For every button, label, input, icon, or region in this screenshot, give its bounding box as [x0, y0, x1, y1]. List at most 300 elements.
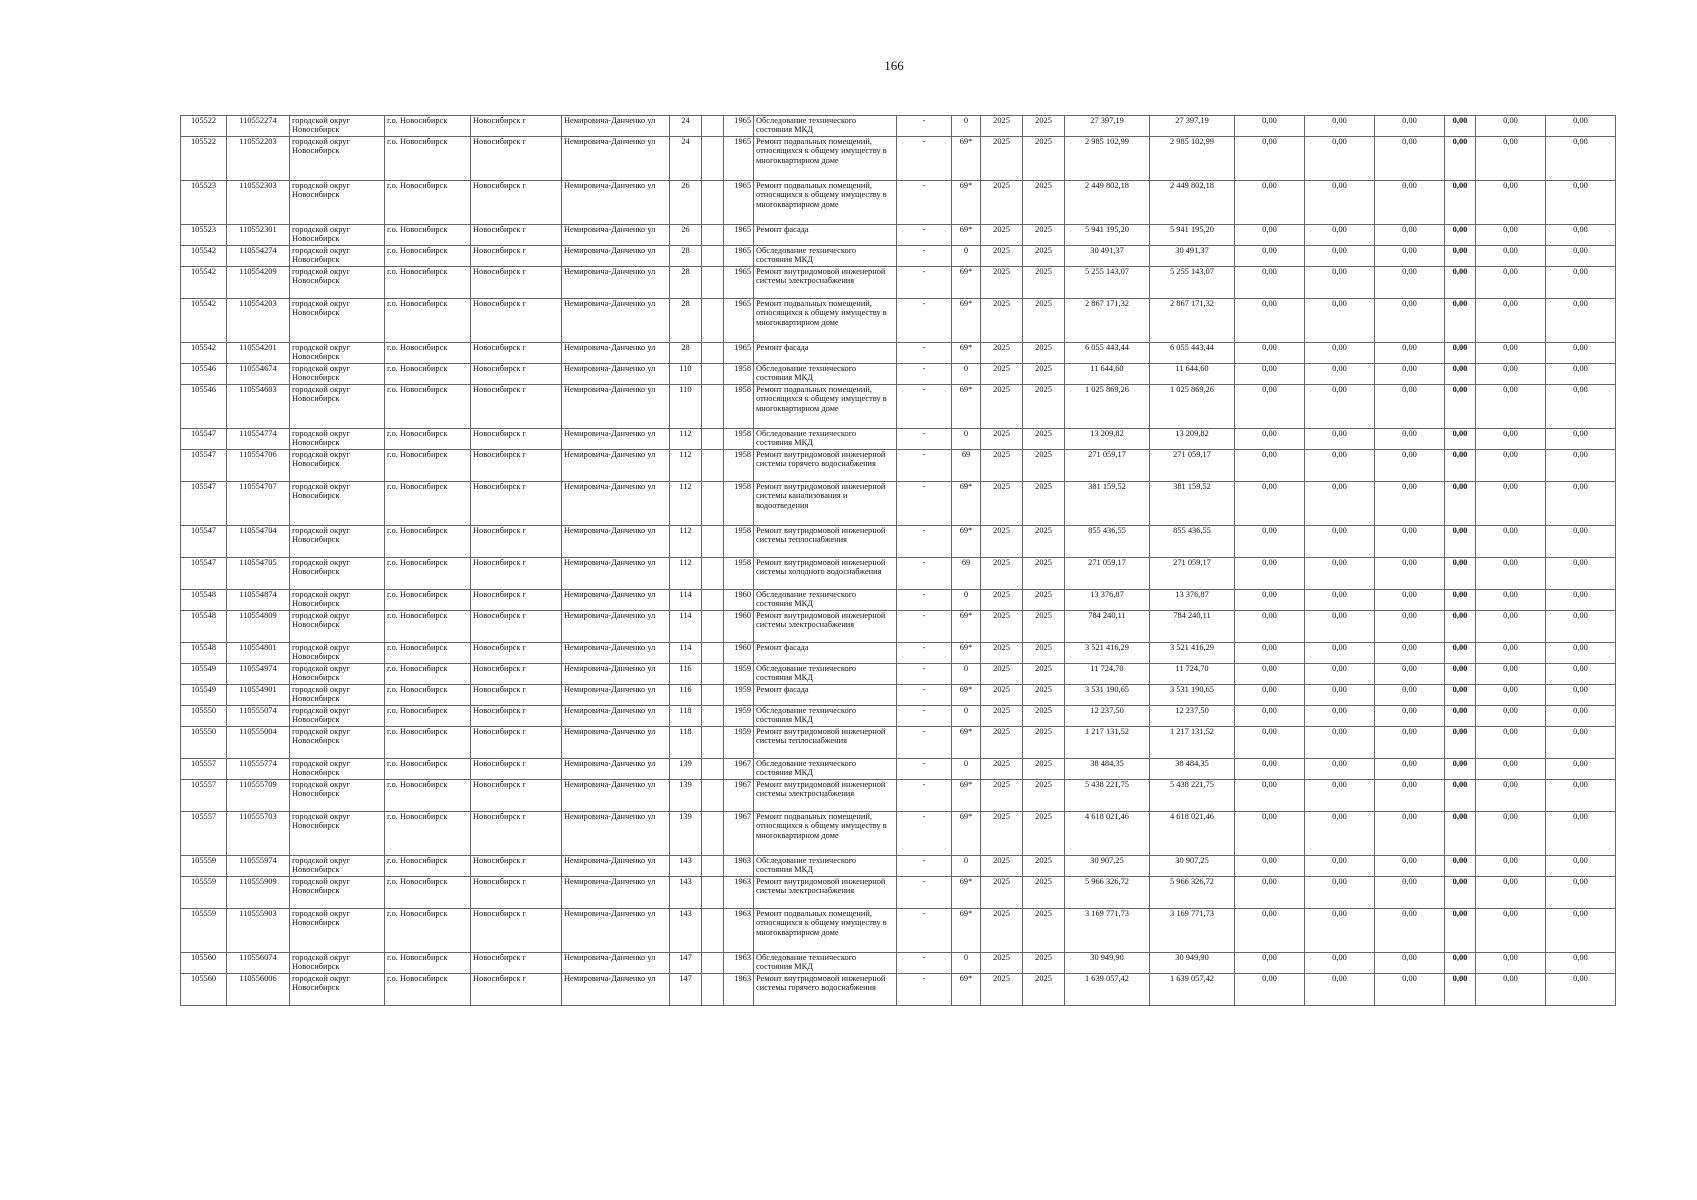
- cell-city: Новосибирск г: [471, 246, 562, 267]
- cell-c3: 0,00: [1375, 116, 1445, 137]
- table-row: [181, 450, 1616, 482]
- cell-c3: 0,00: [1375, 429, 1445, 450]
- cell-work: Обследование технического состояния МКД: [754, 759, 897, 780]
- cell-okrug: городской округ Новосибирск: [290, 643, 385, 664]
- cell-plan_start: 2025: [981, 685, 1023, 706]
- cell-c1: 0,00: [1235, 664, 1305, 685]
- cell-c5: 0,00: [1476, 526, 1546, 558]
- cell-plan_start: 2025: [981, 450, 1023, 482]
- cell-work: Ремонт внутридомовой инженерной системы электроснабжения: [754, 267, 897, 299]
- cell-dash: -: [897, 225, 952, 246]
- cell-c4: 0,00: [1445, 685, 1476, 706]
- cell-lit: [702, 558, 724, 590]
- cell-okrug: городской округ Новосибирск: [290, 482, 385, 526]
- cell-year: 1960: [724, 643, 754, 664]
- cell-id: 105547: [181, 429, 227, 450]
- cell-c5: 0,00: [1476, 812, 1546, 856]
- cell-fund: 1 217 131,52: [1150, 727, 1235, 759]
- cell-house: 112: [670, 429, 702, 450]
- cell-c3: 0,00: [1375, 664, 1445, 685]
- cell-norm: 69*: [952, 974, 981, 1006]
- cell-norm: 69*: [952, 299, 981, 343]
- cell-house: 110: [670, 364, 702, 385]
- cell-okrug: городской округ Новосибирск: [290, 611, 385, 643]
- cell-fund: 12 237,50: [1150, 706, 1235, 727]
- table-row: [181, 225, 1616, 246]
- cell-id: 105547: [181, 558, 227, 590]
- cell-city: Новосибирск г: [471, 558, 562, 590]
- cell-fund: 27 397,19: [1150, 116, 1235, 137]
- cell-house: 112: [670, 526, 702, 558]
- cell-norm: 69*: [952, 643, 981, 664]
- cell-id: 105548: [181, 643, 227, 664]
- cell-c4: 0,00: [1445, 643, 1476, 664]
- cell-c2: 0,00: [1305, 364, 1375, 385]
- cell-plan_start: 2025: [981, 643, 1023, 664]
- cell-code: 110554774: [227, 429, 290, 450]
- cell-go: г.о. Новосибирск: [385, 246, 471, 267]
- cell-city: Новосибирск г: [471, 611, 562, 643]
- cell-plan_start: 2025: [981, 664, 1023, 685]
- cell-dash: -: [897, 137, 952, 181]
- cell-go: г.о. Новосибирск: [385, 877, 471, 909]
- cell-street: Немировича-Данченко ул: [562, 385, 670, 429]
- cell-street: Немировича-Данченко ул: [562, 246, 670, 267]
- cell-street: Немировича-Данченко ул: [562, 909, 670, 953]
- cell-c5: 0,00: [1476, 590, 1546, 611]
- cell-c6: 0,00: [1546, 181, 1616, 225]
- cell-c5: 0,00: [1476, 664, 1546, 685]
- cell-dash: -: [897, 558, 952, 590]
- cell-work: Ремонт подвальных помещений, относящихся к общему имуществу в многоквартирном доме: [754, 299, 897, 343]
- cell-go: г.о. Новосибирск: [385, 225, 471, 246]
- cell-house: 114: [670, 643, 702, 664]
- cell-lit: [702, 450, 724, 482]
- cell-work: Ремонт подвальных помещений, относящихся к общему имуществу в многоквартирном доме: [754, 812, 897, 856]
- cell-code: 110554209: [227, 267, 290, 299]
- cell-c5: 0,00: [1476, 267, 1546, 299]
- cell-house: 24: [670, 137, 702, 181]
- cell-work: Ремонт подвальных помещений, относящихся к общему имуществу в многоквартирном доме: [754, 385, 897, 429]
- cell-norm: 0: [952, 664, 981, 685]
- cell-street: Немировича-Данченко ул: [562, 706, 670, 727]
- cell-city: Новосибирск г: [471, 116, 562, 137]
- cell-norm: 0: [952, 246, 981, 267]
- cell-plan_start: 2025: [981, 706, 1023, 727]
- cell-code: 110554874: [227, 590, 290, 611]
- cell-go: г.о. Новосибирск: [385, 429, 471, 450]
- table-row: [181, 558, 1616, 590]
- cell-c4: 0,00: [1445, 267, 1476, 299]
- cell-c1: 0,00: [1235, 590, 1305, 611]
- cell-year: 1958: [724, 558, 754, 590]
- cell-okrug: городской округ Новосибирск: [290, 727, 385, 759]
- cell-house: 28: [670, 343, 702, 364]
- cell-code: 110554706: [227, 450, 290, 482]
- cell-okrug: городской округ Новосибирск: [290, 953, 385, 974]
- cell-c6: 0,00: [1546, 856, 1616, 877]
- cell-c4: 0,00: [1445, 181, 1476, 225]
- cell-id: 105547: [181, 482, 227, 526]
- cell-work: Ремонт фасада: [754, 225, 897, 246]
- cell-plan_start: 2025: [981, 343, 1023, 364]
- cell-code: 110554704: [227, 526, 290, 558]
- capital-repair-table: [180, 115, 1616, 1006]
- cell-c4: 0,00: [1445, 664, 1476, 685]
- cell-total: 27 397,19: [1065, 116, 1150, 137]
- table-row: [181, 364, 1616, 385]
- cell-c1: 0,00: [1235, 780, 1305, 812]
- cell-total: 784 240,11: [1065, 611, 1150, 643]
- cell-id: 105550: [181, 727, 227, 759]
- cell-c6: 0,00: [1546, 225, 1616, 246]
- cell-lit: [702, 643, 724, 664]
- cell-c5: 0,00: [1476, 181, 1546, 225]
- cell-dash: -: [897, 450, 952, 482]
- cell-house: 28: [670, 246, 702, 267]
- cell-code: 110554809: [227, 611, 290, 643]
- cell-street: Немировича-Данченко ул: [562, 450, 670, 482]
- cell-year: 1958: [724, 364, 754, 385]
- cell-year: 1963: [724, 974, 754, 1006]
- cell-c6: 0,00: [1546, 364, 1616, 385]
- cell-c4: 0,00: [1445, 974, 1476, 1006]
- cell-plan_end: 2025: [1023, 856, 1065, 877]
- cell-total: 5 438 221,75: [1065, 780, 1150, 812]
- cell-c1: 0,00: [1235, 877, 1305, 909]
- cell-code: 110554707: [227, 482, 290, 526]
- cell-c4: 0,00: [1445, 450, 1476, 482]
- cell-plan_end: 2025: [1023, 429, 1065, 450]
- cell-house: 143: [670, 856, 702, 877]
- cell-year: 1965: [724, 116, 754, 137]
- cell-plan_start: 2025: [981, 299, 1023, 343]
- cell-dash: -: [897, 759, 952, 780]
- cell-work: Обследование технического состояния МКД: [754, 116, 897, 137]
- cell-norm: 69*: [952, 877, 981, 909]
- cell-plan_end: 2025: [1023, 116, 1065, 137]
- cell-c3: 0,00: [1375, 137, 1445, 181]
- cell-city: Новосибирск г: [471, 643, 562, 664]
- cell-plan_end: 2025: [1023, 909, 1065, 953]
- cell-dash: -: [897, 526, 952, 558]
- cell-c4: 0,00: [1445, 706, 1476, 727]
- table-row: [181, 343, 1616, 364]
- cell-plan_end: 2025: [1023, 137, 1065, 181]
- cell-plan_start: 2025: [981, 482, 1023, 526]
- cell-id: 105557: [181, 759, 227, 780]
- cell-code: 110552274: [227, 116, 290, 137]
- cell-dash: -: [897, 299, 952, 343]
- cell-c3: 0,00: [1375, 685, 1445, 706]
- cell-c2: 0,00: [1305, 759, 1375, 780]
- cell-work: Обследование технического состояния МКД: [754, 590, 897, 611]
- cell-c4: 0,00: [1445, 429, 1476, 450]
- cell-code: 110554603: [227, 385, 290, 429]
- cell-okrug: городской округ Новосибирск: [290, 299, 385, 343]
- cell-lit: [702, 812, 724, 856]
- cell-plan_start: 2025: [981, 856, 1023, 877]
- cell-work: Обследование технического состояния МКД: [754, 856, 897, 877]
- cell-okrug: городской округ Новосибирск: [290, 974, 385, 1006]
- cell-lit: [702, 759, 724, 780]
- cell-code: 110552203: [227, 137, 290, 181]
- cell-c6: 0,00: [1546, 877, 1616, 909]
- cell-fund: 5 438 221,75: [1150, 780, 1235, 812]
- cell-dash: -: [897, 590, 952, 611]
- cell-go: г.о. Новосибирск: [385, 727, 471, 759]
- cell-c4: 0,00: [1445, 385, 1476, 429]
- cell-c6: 0,00: [1546, 909, 1616, 953]
- cell-fund: 11 644,60: [1150, 364, 1235, 385]
- cell-c3: 0,00: [1375, 611, 1445, 643]
- cell-c6: 0,00: [1546, 611, 1616, 643]
- cell-plan_start: 2025: [981, 429, 1023, 450]
- cell-go: г.о. Новосибирск: [385, 664, 471, 685]
- cell-okrug: городской округ Новосибирск: [290, 137, 385, 181]
- cell-fund: 3 169 771,73: [1150, 909, 1235, 953]
- cell-total: 271 059,17: [1065, 450, 1150, 482]
- cell-c3: 0,00: [1375, 225, 1445, 246]
- cell-plan_end: 2025: [1023, 450, 1065, 482]
- cell-total: 30 949,90: [1065, 953, 1150, 974]
- cell-year: 1965: [724, 299, 754, 343]
- cell-id: 105559: [181, 877, 227, 909]
- cell-c2: 0,00: [1305, 812, 1375, 856]
- cell-c3: 0,00: [1375, 974, 1445, 1006]
- cell-okrug: городской округ Новосибирск: [290, 558, 385, 590]
- table-row: [181, 137, 1616, 181]
- cell-c1: 0,00: [1235, 727, 1305, 759]
- cell-street: Немировича-Данченко ул: [562, 877, 670, 909]
- cell-okrug: городской округ Новосибирск: [290, 364, 385, 385]
- cell-city: Новосибирск г: [471, 706, 562, 727]
- cell-okrug: городской округ Новосибирск: [290, 812, 385, 856]
- cell-plan_start: 2025: [981, 267, 1023, 299]
- cell-norm: 0: [952, 590, 981, 611]
- cell-c5: 0,00: [1476, 780, 1546, 812]
- cell-total: 6 055 443,44: [1065, 343, 1150, 364]
- cell-plan_end: 2025: [1023, 246, 1065, 267]
- cell-lit: [702, 482, 724, 526]
- cell-okrug: городской округ Новосибирск: [290, 856, 385, 877]
- cell-id: 105542: [181, 299, 227, 343]
- cell-norm: 69*: [952, 685, 981, 706]
- cell-go: г.о. Новосибирск: [385, 299, 471, 343]
- cell-code: 110556074: [227, 953, 290, 974]
- cell-c4: 0,00: [1445, 364, 1476, 385]
- cell-city: Новосибирск г: [471, 856, 562, 877]
- cell-dash: -: [897, 364, 952, 385]
- cell-c5: 0,00: [1476, 727, 1546, 759]
- cell-c6: 0,00: [1546, 137, 1616, 181]
- cell-dash: -: [897, 611, 952, 643]
- cell-id: 105559: [181, 909, 227, 953]
- cell-plan_start: 2025: [981, 137, 1023, 181]
- cell-c4: 0,00: [1445, 225, 1476, 246]
- cell-street: Немировича-Данченко ул: [562, 953, 670, 974]
- cell-total: 13 209,82: [1065, 429, 1150, 450]
- cell-go: г.о. Новосибирск: [385, 137, 471, 181]
- cell-c2: 0,00: [1305, 429, 1375, 450]
- cell-street: Немировича-Данченко ул: [562, 343, 670, 364]
- cell-plan_start: 2025: [981, 558, 1023, 590]
- cell-lit: [702, 727, 724, 759]
- cell-c1: 0,00: [1235, 558, 1305, 590]
- cell-work: Ремонт фасада: [754, 343, 897, 364]
- cell-total: 381 159,52: [1065, 482, 1150, 526]
- cell-c1: 0,00: [1235, 137, 1305, 181]
- cell-id: 105523: [181, 181, 227, 225]
- cell-work: Ремонт внутридомовой инженерной системы холодного водоснабжения: [754, 558, 897, 590]
- cell-c4: 0,00: [1445, 558, 1476, 590]
- cell-id: 105559: [181, 856, 227, 877]
- cell-street: Немировича-Данченко ул: [562, 974, 670, 1006]
- cell-fund: 30 907,25: [1150, 856, 1235, 877]
- page-number: 166: [884, 58, 904, 73]
- cell-c6: 0,00: [1546, 706, 1616, 727]
- table-row: [181, 974, 1616, 1006]
- cell-code: 110555709: [227, 780, 290, 812]
- cell-street: Немировича-Данченко ул: [562, 685, 670, 706]
- cell-okrug: городской округ Новосибирск: [290, 685, 385, 706]
- cell-okrug: городской округ Новосибирск: [290, 385, 385, 429]
- cell-fund: 5 255 143,07: [1150, 267, 1235, 299]
- cell-code: 110555074: [227, 706, 290, 727]
- cell-okrug: городской округ Новосибирск: [290, 526, 385, 558]
- cell-dash: -: [897, 267, 952, 299]
- cell-work: Обследование технического состояния МКД: [754, 953, 897, 974]
- cell-city: Новосибирск г: [471, 759, 562, 780]
- cell-norm: 69*: [952, 780, 981, 812]
- cell-fund: 3 521 416,29: [1150, 643, 1235, 664]
- cell-id: 105522: [181, 116, 227, 137]
- cell-c4: 0,00: [1445, 909, 1476, 953]
- cell-c2: 0,00: [1305, 343, 1375, 364]
- cell-plan_end: 2025: [1023, 877, 1065, 909]
- cell-c6: 0,00: [1546, 526, 1616, 558]
- table-row: [181, 116, 1616, 137]
- cell-norm: 0: [952, 856, 981, 877]
- cell-id: 105557: [181, 812, 227, 856]
- cell-okrug: городской округ Новосибирск: [290, 664, 385, 685]
- cell-dash: -: [897, 877, 952, 909]
- cell-okrug: городской округ Новосибирск: [290, 116, 385, 137]
- cell-plan_end: 2025: [1023, 364, 1065, 385]
- cell-total: 2 867 171,32: [1065, 299, 1150, 343]
- table-row: [181, 482, 1616, 526]
- cell-total: 13 376,87: [1065, 590, 1150, 611]
- cell-street: Немировича-Данченко ул: [562, 137, 670, 181]
- cell-c5: 0,00: [1476, 343, 1546, 364]
- cell-city: Новосибирск г: [471, 877, 562, 909]
- cell-c2: 0,00: [1305, 664, 1375, 685]
- cell-total: 11 724,70: [1065, 664, 1150, 685]
- cell-c2: 0,00: [1305, 727, 1375, 759]
- cell-c2: 0,00: [1305, 482, 1375, 526]
- cell-street: Немировича-Данченко ул: [562, 611, 670, 643]
- cell-fund: 2 449 802,18: [1150, 181, 1235, 225]
- cell-c2: 0,00: [1305, 225, 1375, 246]
- cell-work: Ремонт внутридомовой инженерной системы теплоснабжения: [754, 526, 897, 558]
- cell-c2: 0,00: [1305, 611, 1375, 643]
- cell-work: Ремонт подвальных помещений, относящихся к общему имуществу в многоквартирном доме: [754, 909, 897, 953]
- cell-street: Немировича-Данченко ул: [562, 759, 670, 780]
- cell-c2: 0,00: [1305, 558, 1375, 590]
- cell-work: Ремонт подвальных помещений, относящихся к общему имуществу в многоквартирном доме: [754, 181, 897, 225]
- cell-fund: 2 985 102,99: [1150, 137, 1235, 181]
- cell-street: Немировича-Данченко ул: [562, 812, 670, 856]
- cell-c6: 0,00: [1546, 343, 1616, 364]
- cell-go: г.о. Новосибирск: [385, 181, 471, 225]
- cell-norm: 0: [952, 759, 981, 780]
- table-row: [181, 664, 1616, 685]
- cell-go: г.о. Новосибирск: [385, 812, 471, 856]
- cell-fund: 13 376,87: [1150, 590, 1235, 611]
- cell-dash: -: [897, 706, 952, 727]
- cell-plan_end: 2025: [1023, 974, 1065, 1006]
- cell-fund: 1 025 869,26: [1150, 385, 1235, 429]
- cell-lit: [702, 526, 724, 558]
- cell-plan_end: 2025: [1023, 385, 1065, 429]
- table-row: [181, 611, 1616, 643]
- cell-plan_start: 2025: [981, 909, 1023, 953]
- cell-work: Обследование технического состояния МКД: [754, 706, 897, 727]
- cell-norm: 0: [952, 953, 981, 974]
- cell-total: 1 025 869,26: [1065, 385, 1150, 429]
- cell-plan_end: 2025: [1023, 953, 1065, 974]
- cell-plan_end: 2025: [1023, 812, 1065, 856]
- cell-house: 26: [670, 181, 702, 225]
- cell-plan_end: 2025: [1023, 267, 1065, 299]
- cell-house: 118: [670, 706, 702, 727]
- cell-street: Немировича-Данченко ул: [562, 116, 670, 137]
- cell-c1: 0,00: [1235, 611, 1305, 643]
- cell-work: Ремонт подвальных помещений, относящихся к общему имуществу в многоквартирном доме: [754, 137, 897, 181]
- cell-lit: [702, 299, 724, 343]
- cell-c5: 0,00: [1476, 429, 1546, 450]
- cell-work: Ремонт внутридомовой инженерной системы канализования и водоотведения: [754, 482, 897, 526]
- cell-code: 110555903: [227, 909, 290, 953]
- cell-c5: 0,00: [1476, 116, 1546, 137]
- cell-c5: 0,00: [1476, 685, 1546, 706]
- cell-okrug: городской округ Новосибирск: [290, 450, 385, 482]
- cell-c3: 0,00: [1375, 385, 1445, 429]
- cell-go: г.о. Новосибирск: [385, 558, 471, 590]
- cell-c1: 0,00: [1235, 953, 1305, 974]
- cell-c2: 0,00: [1305, 643, 1375, 664]
- cell-lit: [702, 429, 724, 450]
- cell-total: 5 941 195,20: [1065, 225, 1150, 246]
- cell-dash: -: [897, 116, 952, 137]
- cell-okrug: городской округ Новосибирск: [290, 590, 385, 611]
- cell-year: 1958: [724, 450, 754, 482]
- table-row: [181, 590, 1616, 611]
- cell-street: Немировича-Данченко ул: [562, 590, 670, 611]
- cell-go: г.о. Новосибирск: [385, 759, 471, 780]
- cell-c3: 0,00: [1375, 877, 1445, 909]
- cell-total: 38 484,35: [1065, 759, 1150, 780]
- cell-okrug: городской округ Новосибирск: [290, 706, 385, 727]
- cell-house: 112: [670, 558, 702, 590]
- cell-c5: 0,00: [1476, 611, 1546, 643]
- cell-dash: -: [897, 953, 952, 974]
- cell-c2: 0,00: [1305, 590, 1375, 611]
- cell-work: Обследование технического состояния МКД: [754, 364, 897, 385]
- cell-total: 5 255 143,07: [1065, 267, 1150, 299]
- cell-code: 110552301: [227, 225, 290, 246]
- cell-street: Немировича-Данченко ул: [562, 727, 670, 759]
